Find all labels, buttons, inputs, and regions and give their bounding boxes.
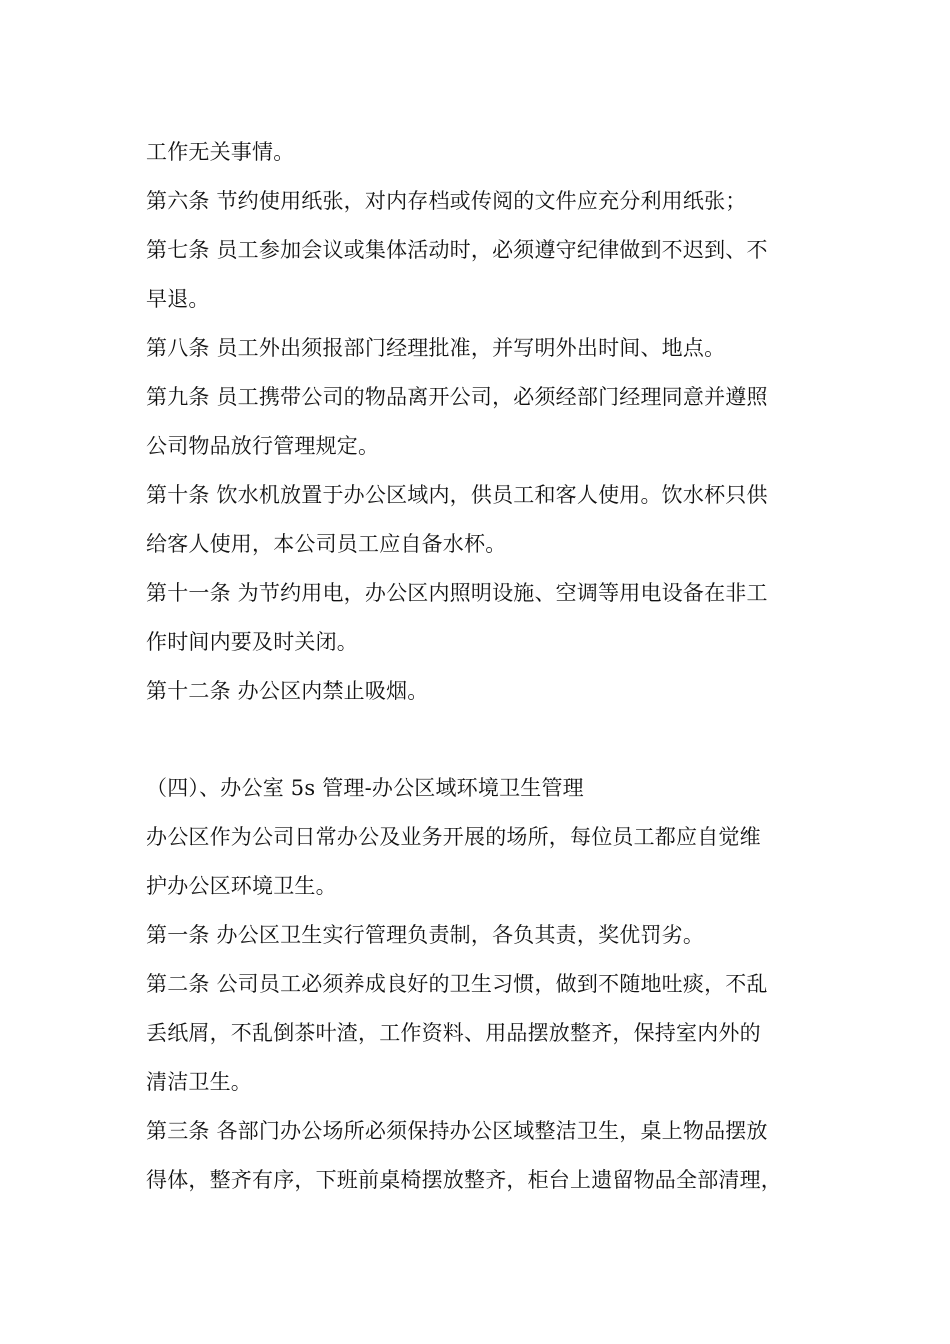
text-line: 早退。 <box>146 287 210 311</box>
text-line: 第三条 各部门办公场所必须保持办公区域整洁卫生，桌上物品摆放 <box>146 1119 768 1143</box>
section-heading: （四）、办公室 5s 管理-办公区域环境卫生管理 <box>146 776 584 800</box>
text-line: 公司物品放行管理规定。 <box>146 434 380 458</box>
rules-block-before <box>146 128 826 716</box>
text-line: 第一条 办公区卫生实行管理负责制，各负其责，奖优罚劣。 <box>146 923 705 947</box>
text-line: 第十一条 为节约用电，办公区内照明设施、空调等用电设备在非工 <box>146 581 768 605</box>
rules-block-after <box>146 813 826 1205</box>
section-spacer <box>146 716 826 764</box>
text-line: 办公区作为公司日常办公及业务开展的场所，每位员工都应自觉维 <box>146 825 761 849</box>
text-line: 工作无关事情。 <box>146 140 295 164</box>
text-line: 第二条 公司员工必须养成良好的卫生习惯，做到不随地吐痰，不乱 <box>146 972 768 996</box>
text-line: 丢纸屑，不乱倒茶叶渣，工作资料、用品摆放整齐，保持室内外的 <box>146 1021 761 1045</box>
text-line: 清洁卫生。 <box>146 1070 252 1094</box>
text-line: 给客人使用，本公司员工应自备水杯。 <box>146 532 507 556</box>
text-line: 第九条 员工携带公司的物品离开公司，必须经部门经理同意并遵照 <box>146 385 768 409</box>
text-line: 第十条 饮水机放置于办公区域内，供员工和客人使用。饮水杯只供 <box>146 483 768 507</box>
text-line: 作时间内要及时关闭。 <box>146 630 358 654</box>
text-line: 第七条 员工参加会议或集体活动时，必须遵守纪律做到不迟到、不 <box>146 238 768 262</box>
text-line: 第十二条 办公区内禁止吸烟。 <box>146 679 429 703</box>
text-line: 第八条 员工外出须报部门经理批准，并写明外出时间、地点。 <box>146 336 726 360</box>
text-line: 第六条 节约使用纸张，对内存档或传阅的文件应充分利用纸张； <box>146 189 747 213</box>
document-page <box>146 128 826 1205</box>
text-line: 得体，整齐有序，下班前桌椅摆放整齐，柜台上遗留物品全部清理， <box>146 1168 782 1192</box>
text-line: 护办公区环境卫生。 <box>146 874 337 898</box>
